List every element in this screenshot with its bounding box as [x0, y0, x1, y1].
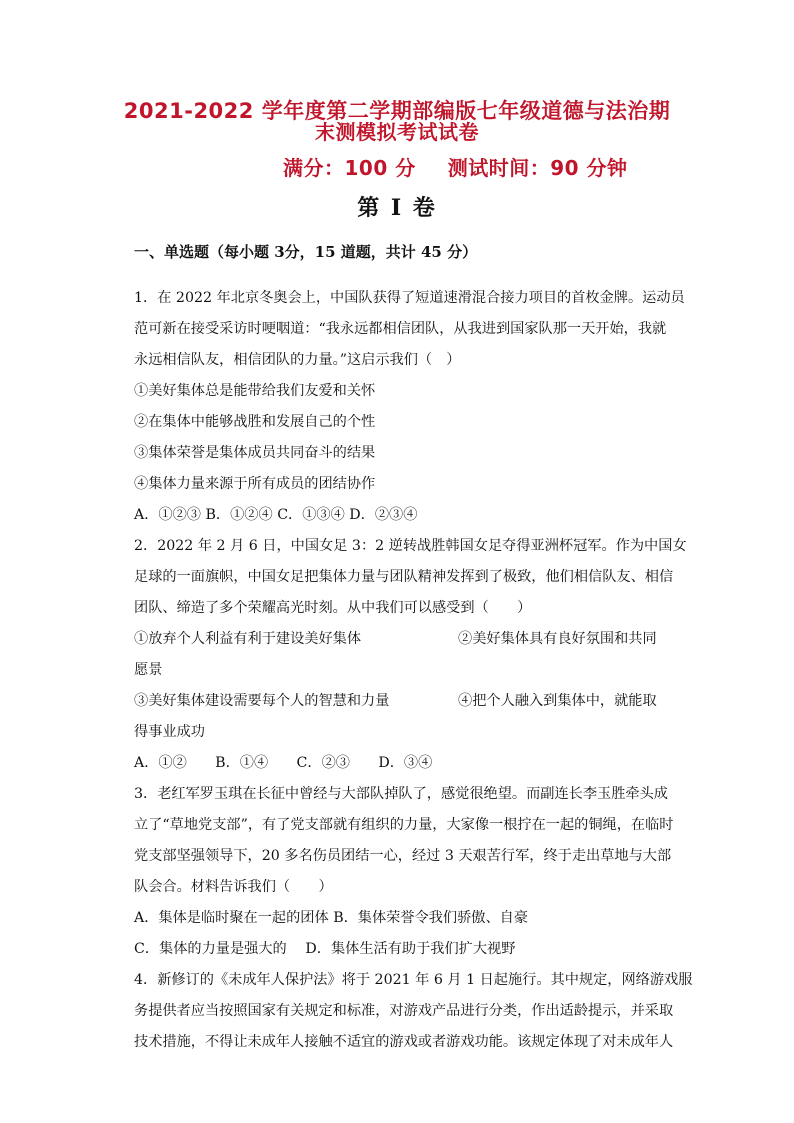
q4-stem-line2: 务提供者应当按照国家有关规定和标准，对游戏产品进行分类，作出适龄提示，并采取: [134, 1003, 674, 1019]
q1-stem-line1: 1．在 2022 年北京冬奥会上，中国队获得了短道速滑混合接力项目的首枚金牌。运动员: [134, 290, 685, 306]
exam-title-line1: 2021-2022 学年度第二学期部编版七年级道德与法治期: [123, 99, 671, 123]
q1-item3: ③集体荣誉是集体成员共同奋斗的结果: [134, 445, 376, 461]
q1-options: A．①②③ B．①②④ C．①③④ D．②③④: [134, 507, 418, 523]
q1-item2: ②在集体中能够战胜和发展自己的个性: [134, 414, 376, 430]
q3-options-cd: C．集体的力量是强大的 D．集体生活有助于我们扩大视野: [134, 941, 516, 957]
q2-item1: ①放弃个人利益有利于建设美好集体: [134, 631, 362, 647]
q2-options: A．①② B．①④ C．②③ D．③④: [134, 755, 433, 771]
q1-item1: ①美好集体总是能带给我们友爱和关怀: [134, 383, 376, 399]
exam-score-time: [283, 152, 628, 181]
q3-stem-line3: 党支部坚强领导下，20 多名伤员团结一心，经过 3 天艰苦行军，终于走出草地与大部: [134, 848, 672, 864]
q2-stem-line2: 足球的一面旗帜，中国女足把集体力量与团队精神发挥到了极致，他们相信队友、相信: [134, 569, 674, 585]
q2-item4: ④把个人融入到集体中，就能取: [458, 693, 657, 709]
q3-stem-line4: 队会合。材料告诉我们（ ）: [134, 879, 333, 895]
q2-item3: ③美好集体建设需要每个人的智慧和力量: [134, 693, 390, 709]
q1-item4: ④集体力量来源于所有成员的团结协作: [134, 476, 376, 492]
section-title: 一、单选题（每小题 3分，15 道题，共计 45 分）: [134, 243, 478, 261]
q1-stem-line2: 范可新在接受采访时哽咽道：“我永远都相信团队，从我进到国家队那一天开始，我就: [134, 321, 667, 337]
q3-options-ab: A．集体是临时聚在一起的团体 B．集体荣誉令我们骄傲、自豪: [134, 910, 529, 926]
q1-stem-line3: 永远相信队友，相信团队的力量。”这启示我们（ ）: [134, 352, 461, 368]
test-time: 测试时间：90 分钟: [447, 156, 628, 180]
exam-title-line2: 末测模拟考试试卷: [315, 120, 479, 144]
q4-stem-line1: 4．新修订的《未成年人保护法》将于 2021 年 6 月 1 日起施行。其中规定，网络游戏服: [134, 972, 693, 988]
q2-item2-cont: 愿景: [134, 662, 163, 678]
volume-title: 第 I 卷: [357, 195, 437, 221]
q3-stem-line1: 3．老红军罗玉琪在长征中曾经与大部队掉队了，感觉很绝望。而副连长李玉胜牵头成: [134, 786, 668, 802]
q3-stem-line2: 立了“草地党支部”，有了党支部就有组织的力量，大家像一根拧在一起的铜绳，在临时: [134, 817, 674, 833]
full-score: 满分：100 分: [283, 156, 416, 180]
q2-stem-line3: 团队、缔造了多个荣耀高光时刻。从中我们可以感受到（ ）: [134, 600, 532, 616]
q2-item2: ②美好集体具有良好氛围和共同: [458, 631, 657, 647]
q4-stem-line3: 技术措施，不得让未成年人接触不适宜的游戏或者游戏功能。该规定体现了对未成年人: [134, 1034, 674, 1050]
q2-stem-line1: 2．2022 年 2 月 6 日，中国女足 3：2 逆转战胜韩国女足夺得亚洲杯冠军。作为中国女: [134, 538, 687, 554]
q2-item4-cont: 得事业成功: [134, 724, 205, 740]
